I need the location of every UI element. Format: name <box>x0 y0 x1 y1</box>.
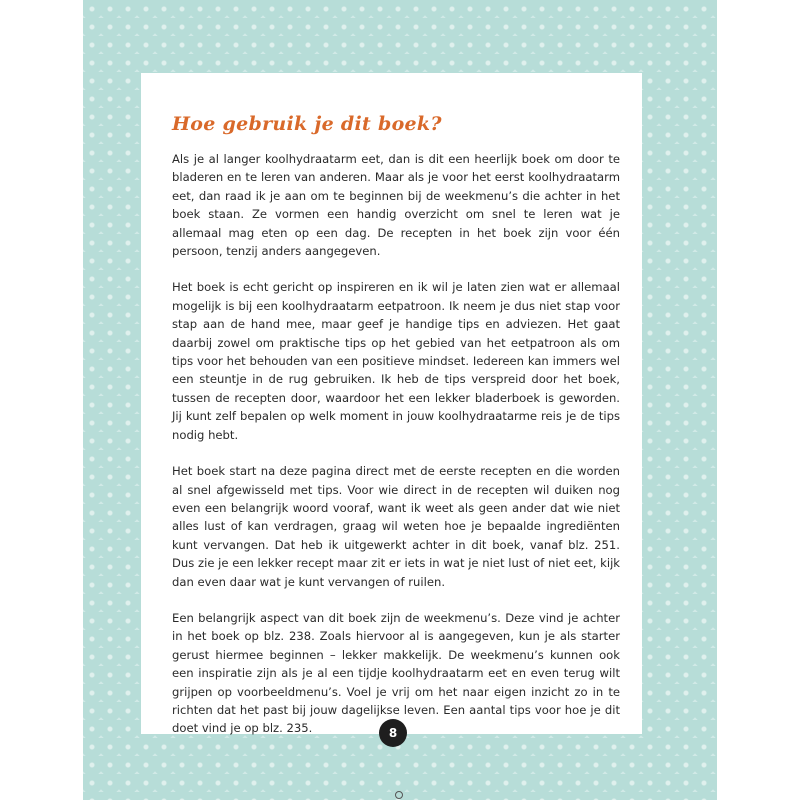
registration-mark-icon <box>395 791 403 799</box>
body-text <box>172 150 620 756</box>
paragraph-4: Een belangrijk aspect van dit boek zijn de weekmenu’s. Deze vind je achter in het boek op blz. 238. Zoals hiervoor al is aangegeven, kun je als starter gerust hiermee beginnen – lekker makkelijk. De weekmenu’s kunnen ook een inspiratie zijn als je al een tijdje koolhydraatarm eet en even terug wilt grijpen op voorbeeldmenu’s. Voel je vrij om het naar eigen inzicht zo in te richten dat het past bij jouw dagelijkse leven. Een aantal tips voor hoe je dit doet vind je op blz. 235. <box>172 610 620 736</box>
paragraph-2: Het boek is echt gericht op inspireren en ik wil je laten zien wat er allemaal mogelijk is bij een koolhydraatarm eetpatroon. Ik neem je dus niet stap voor stap aan de hand mee, maar geef je handige tips en adviezen. Het gaat daarbij zowel om praktische tips op het gebied van het eetpatroon als om tips voor het behouden van een positieve mindset. Iedereen kan immers wel een steuntje in de rug gebruiken. Ik heb de tips verspreid door het boek, tussen de recepten door, waardoor het een lekker bladerboek is geworden. Jij kunt zelf bepalen op welk moment in jouw koolhydraatarme reis je de tips nodig hebt. <box>172 280 620 442</box>
paragraph-1: Als je al langer koolhydraatarm eet, dan is dit een heerlijk boek om door te bladeren en te leren van anderen. Maar als je voor het eerst koolhydraatarm eet, dan raad ik je aan om te beginnen bij de weekmenu’s die achter in het boek staan. Ze vormen een handig overzicht om snel te leren wat je allemaal mag eten op een dag. De recepten in het boek zijn voor één persoon, tenzij anders aangegeven. <box>172 152 620 259</box>
page-heading: Hoe gebruik je dit boek? <box>172 113 442 135</box>
paragraph-3: Het boek start na deze pagina direct met de eerste recepten en die worden al snel afgewisseld met tips. Voor wie direct in de recepten wil duiken nog even een belangrijk woord vooraf, want ik weet als geen ander dat wie niet alles lust of kan verdragen, graag wil weten hoe je bepaalde ingrediënten kunt vervangen. Dat heb ik uitgewerkt achter in dit boek, vanaf blz. 251. Dus zie je een lekker recept maar zit er iets in wat je niet lust of niet eet, kijk dan even daar wat je kunt vervangen of ruilen. <box>172 464 620 589</box>
page-number-badge: 8 <box>379 719 407 747</box>
